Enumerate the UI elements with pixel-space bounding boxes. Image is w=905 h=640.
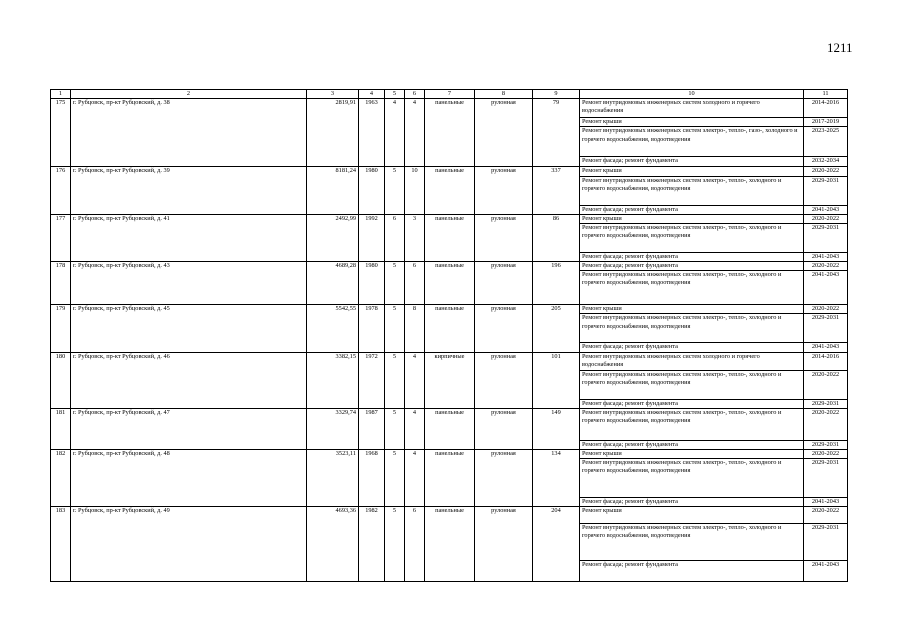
row-number: 175 [51,99,71,167]
residents-cell: 204 [533,507,580,582]
wall-material-cell: панельные [425,408,475,449]
roof-type-cell: рулонная [475,352,533,408]
work-type-cell: Ремонт внутридомовых инженерных систем электро-, тепло-, холодного и горячего водоснабжения, водоотведения [580,408,804,440]
column-number: 9 [533,90,580,99]
year-cell: 1987 [359,408,385,449]
address-cell: г. Рубцовск, пр-кт Рубцовский, д. 45 [71,305,307,352]
floors-cell: 4 [385,99,405,167]
work-type-cell: Ремонт внутридомовых инженерных систем электро-, тепло-, холодного и горячего водоснабжения, водоотведения [580,176,804,205]
area-cell: 3523,11 [307,449,359,506]
row-number: 178 [51,262,71,305]
work-type-cell: Ремонт крыши [580,507,804,524]
entrances-cell: 8 [405,305,425,352]
work-type-cell: Ремонт внутридомовых инженерных систем электро-, тепло-, газо-, холодного и горячего водоснабжения, водоотведения [580,127,804,157]
roof-type-cell: рулонная [475,305,533,352]
floors-cell: 6 [385,214,405,261]
floors-cell: 5 [385,352,405,408]
entrances-cell: 4 [405,449,425,506]
period-cell: 2020-2022 [804,370,848,399]
column-number-row [51,90,848,99]
year-cell: 1982 [359,507,385,582]
work-type-cell: Ремонт фасада; ремонт фундамента [580,262,804,271]
address-cell: г. Рубцовск, пр-кт Рубцовский, д. 46 [71,352,307,408]
period-cell: 2020-2022 [804,507,848,524]
roof-type-cell: рулонная [475,507,533,582]
table-row [51,262,848,271]
wall-material-cell: панельные [425,214,475,261]
wall-material-cell: панельные [425,507,475,582]
work-type-cell: Ремонт внутридомовых инженерных систем электро-, тепло-, холодного и горячего водоснабжения, водоотведения [580,314,804,343]
table-row [51,305,848,314]
row-number: 182 [51,449,71,506]
row-number: 183 [51,507,71,582]
wall-material-cell: панельные [425,449,475,506]
wall-material-cell: панельные [425,305,475,352]
column-number: 4 [359,90,385,99]
work-type-cell: Ремонт крыши [580,167,804,176]
period-cell: 2020-2022 [804,305,848,314]
row-number: 177 [51,214,71,261]
column-number: 1 [51,90,71,99]
floors-cell: 5 [385,408,405,449]
work-type-cell: Ремонт фасада; ремонт фундамента [580,252,804,261]
period-cell: 2041-2043 [804,252,848,261]
entrances-cell: 4 [405,352,425,408]
period-cell: 2041-2043 [804,498,848,507]
work-type-cell: Ремонт фасада; ремонт фундамента [580,440,804,449]
period-cell: 2023-2025 [804,127,848,157]
address-cell: г. Рубцовск, пр-кт Рубцовский, д. 39 [71,167,307,214]
entrances-cell: 10 [405,167,425,214]
work-type-cell: Ремонт внутридомовых инженерных систем электро-, тепло-, холодного и горячего водоснабжения, водоотведения [580,459,804,498]
period-cell: 2020-2022 [804,449,848,458]
year-cell: 1972 [359,352,385,408]
roof-type-cell: рулонная [475,262,533,305]
wall-material-cell: кирпичные [425,352,475,408]
year-cell: 1978 [359,305,385,352]
area-cell: 4689,28 [307,262,359,305]
wall-material-cell: панельные [425,167,475,214]
table-row [51,449,848,458]
residents-cell: 86 [533,214,580,261]
work-type-cell: Ремонт крыши [580,449,804,458]
period-cell: 2041-2043 [804,271,848,305]
area-cell: 8181,24 [307,167,359,214]
period-cell: 2029-2031 [804,399,848,408]
work-type-cell: Ремонт внутридомовых инженерных систем электро-, тепло-, холодного и горячего водоснабжения, водоотведения [580,370,804,399]
area-cell: 3329,74 [307,408,359,449]
area-cell: 5542,55 [307,305,359,352]
period-cell: 2014-2016 [804,99,848,118]
area-cell: 2819,91 [307,99,359,167]
floors-cell: 5 [385,507,405,582]
wall-material-cell: панельные [425,99,475,167]
roof-type-cell: рулонная [475,449,533,506]
column-number: 7 [425,90,475,99]
floors-cell: 5 [385,305,405,352]
address-cell: г. Рубцовск, пр-кт Рубцовский, д. 48 [71,449,307,506]
roof-type-cell: рулонная [475,408,533,449]
entrances-cell: 6 [405,262,425,305]
entrances-cell: 6 [405,507,425,582]
work-type-cell: Ремонт крыши [580,118,804,127]
address-cell: г. Рубцовск, пр-кт Рубцовский, д. 49 [71,507,307,582]
column-number: 5 [385,90,405,99]
column-number: 3 [307,90,359,99]
address-cell: г. Рубцовск, пр-кт Рубцовский, д. 47 [71,408,307,449]
period-cell: 2014-2016 [804,352,848,370]
work-type-cell: Ремонт фасада; ремонт фундамента [580,561,804,582]
work-type-cell: Ремонт фасада; ремонт фундамента [580,205,804,214]
work-type-cell: Ремонт фасада; ремонт фундамента [580,399,804,408]
period-cell: 2029-2031 [804,314,848,343]
roof-type-cell: рулонная [475,214,533,261]
residents-cell: 196 [533,262,580,305]
column-number: 10 [580,90,804,99]
table-row [51,214,848,223]
floors-cell: 5 [385,262,405,305]
period-cell: 2029-2031 [804,176,848,205]
period-cell: 2041-2043 [804,561,848,582]
period-cell: 2041-2043 [804,343,848,352]
period-cell: 2020-2022 [804,262,848,271]
year-cell: 1992 [359,214,385,261]
work-type-cell: Ремонт внутридомовых инженерных систем электро-, тепло-, холодного и горячего водоснабжения, водоотведения [580,271,804,305]
period-cell: 2041-2043 [804,205,848,214]
entrances-cell: 4 [405,408,425,449]
page-number: 1211 [827,40,853,55]
year-cell: 1980 [359,167,385,214]
roof-type-cell: рулонная [475,167,533,214]
year-cell: 1963 [359,99,385,167]
table-row [51,167,848,176]
roof-type-cell: рулонная [475,99,533,167]
residents-cell: 205 [533,305,580,352]
year-cell: 1968 [359,449,385,506]
wall-material-cell: панельные [425,262,475,305]
address-cell: г. Рубцовск, пр-кт Рубцовский, д. 38 [71,99,307,167]
residents-cell: 149 [533,408,580,449]
table-row [51,352,848,370]
area-cell: 4693,36 [307,507,359,582]
column-number: 8 [475,90,533,99]
period-cell: 2032-2034 [804,157,848,167]
floors-cell: 5 [385,167,405,214]
area-cell: 2492,99 [307,214,359,261]
column-number: 2 [71,90,307,99]
work-type-cell: Ремонт фасада; ремонт фундамента [580,343,804,352]
table-row [51,408,848,440]
work-type-cell: Ремонт крыши [580,305,804,314]
work-type-cell: Ремонт внутридомовых инженерных систем холодного и горячего водоснабжения [580,352,804,370]
row-number: 176 [51,167,71,214]
column-number: 6 [405,90,425,99]
period-cell: 2029-2031 [804,459,848,498]
period-cell: 2029-2031 [804,440,848,449]
residents-cell: 134 [533,449,580,506]
period-cell: 2020-2022 [804,408,848,440]
work-type-cell: Ремонт фасада; ремонт фундамента [580,157,804,167]
row-number: 180 [51,352,71,408]
table-row [51,507,848,524]
residents-cell: 101 [533,352,580,408]
period-cell: 2029-2031 [804,524,848,561]
entrances-cell: 3 [405,214,425,261]
entrances-cell: 4 [405,99,425,167]
residents-cell: 337 [533,167,580,214]
period-cell: 2020-2022 [804,214,848,223]
period-cell: 2029-2031 [804,223,848,252]
table-row [51,99,848,118]
address-cell: г. Рубцовск, пр-кт Рубцовский, д. 41 [71,214,307,261]
work-type-cell: Ремонт фасада; ремонт фундамента [580,498,804,507]
work-type-cell: Ремонт внутридомовых инженерных систем холодного и горячего водоснабжения [580,99,804,118]
work-type-cell: Ремонт внутридомовых инженерных систем электро-, тепло-, холодного и горячего водоснабжения, водоотведения [580,524,804,561]
row-number: 181 [51,408,71,449]
row-number: 179 [51,305,71,352]
area-cell: 3382,15 [307,352,359,408]
capital-repair-table [50,89,848,582]
address-cell: г. Рубцовск, пр-кт Рубцовский, д. 43 [71,262,307,305]
year-cell: 1980 [359,262,385,305]
work-type-cell: Ремонт внутридомовых инженерных систем электро-, тепло-, холодного и горячего водоснабжения, водоотведения [580,223,804,252]
period-cell: 2020-2022 [804,167,848,176]
residents-cell: 79 [533,99,580,167]
period-cell: 2017-2019 [804,118,848,127]
column-number: 11 [804,90,848,99]
work-type-cell: Ремонт крыши [580,214,804,223]
floors-cell: 5 [385,449,405,506]
